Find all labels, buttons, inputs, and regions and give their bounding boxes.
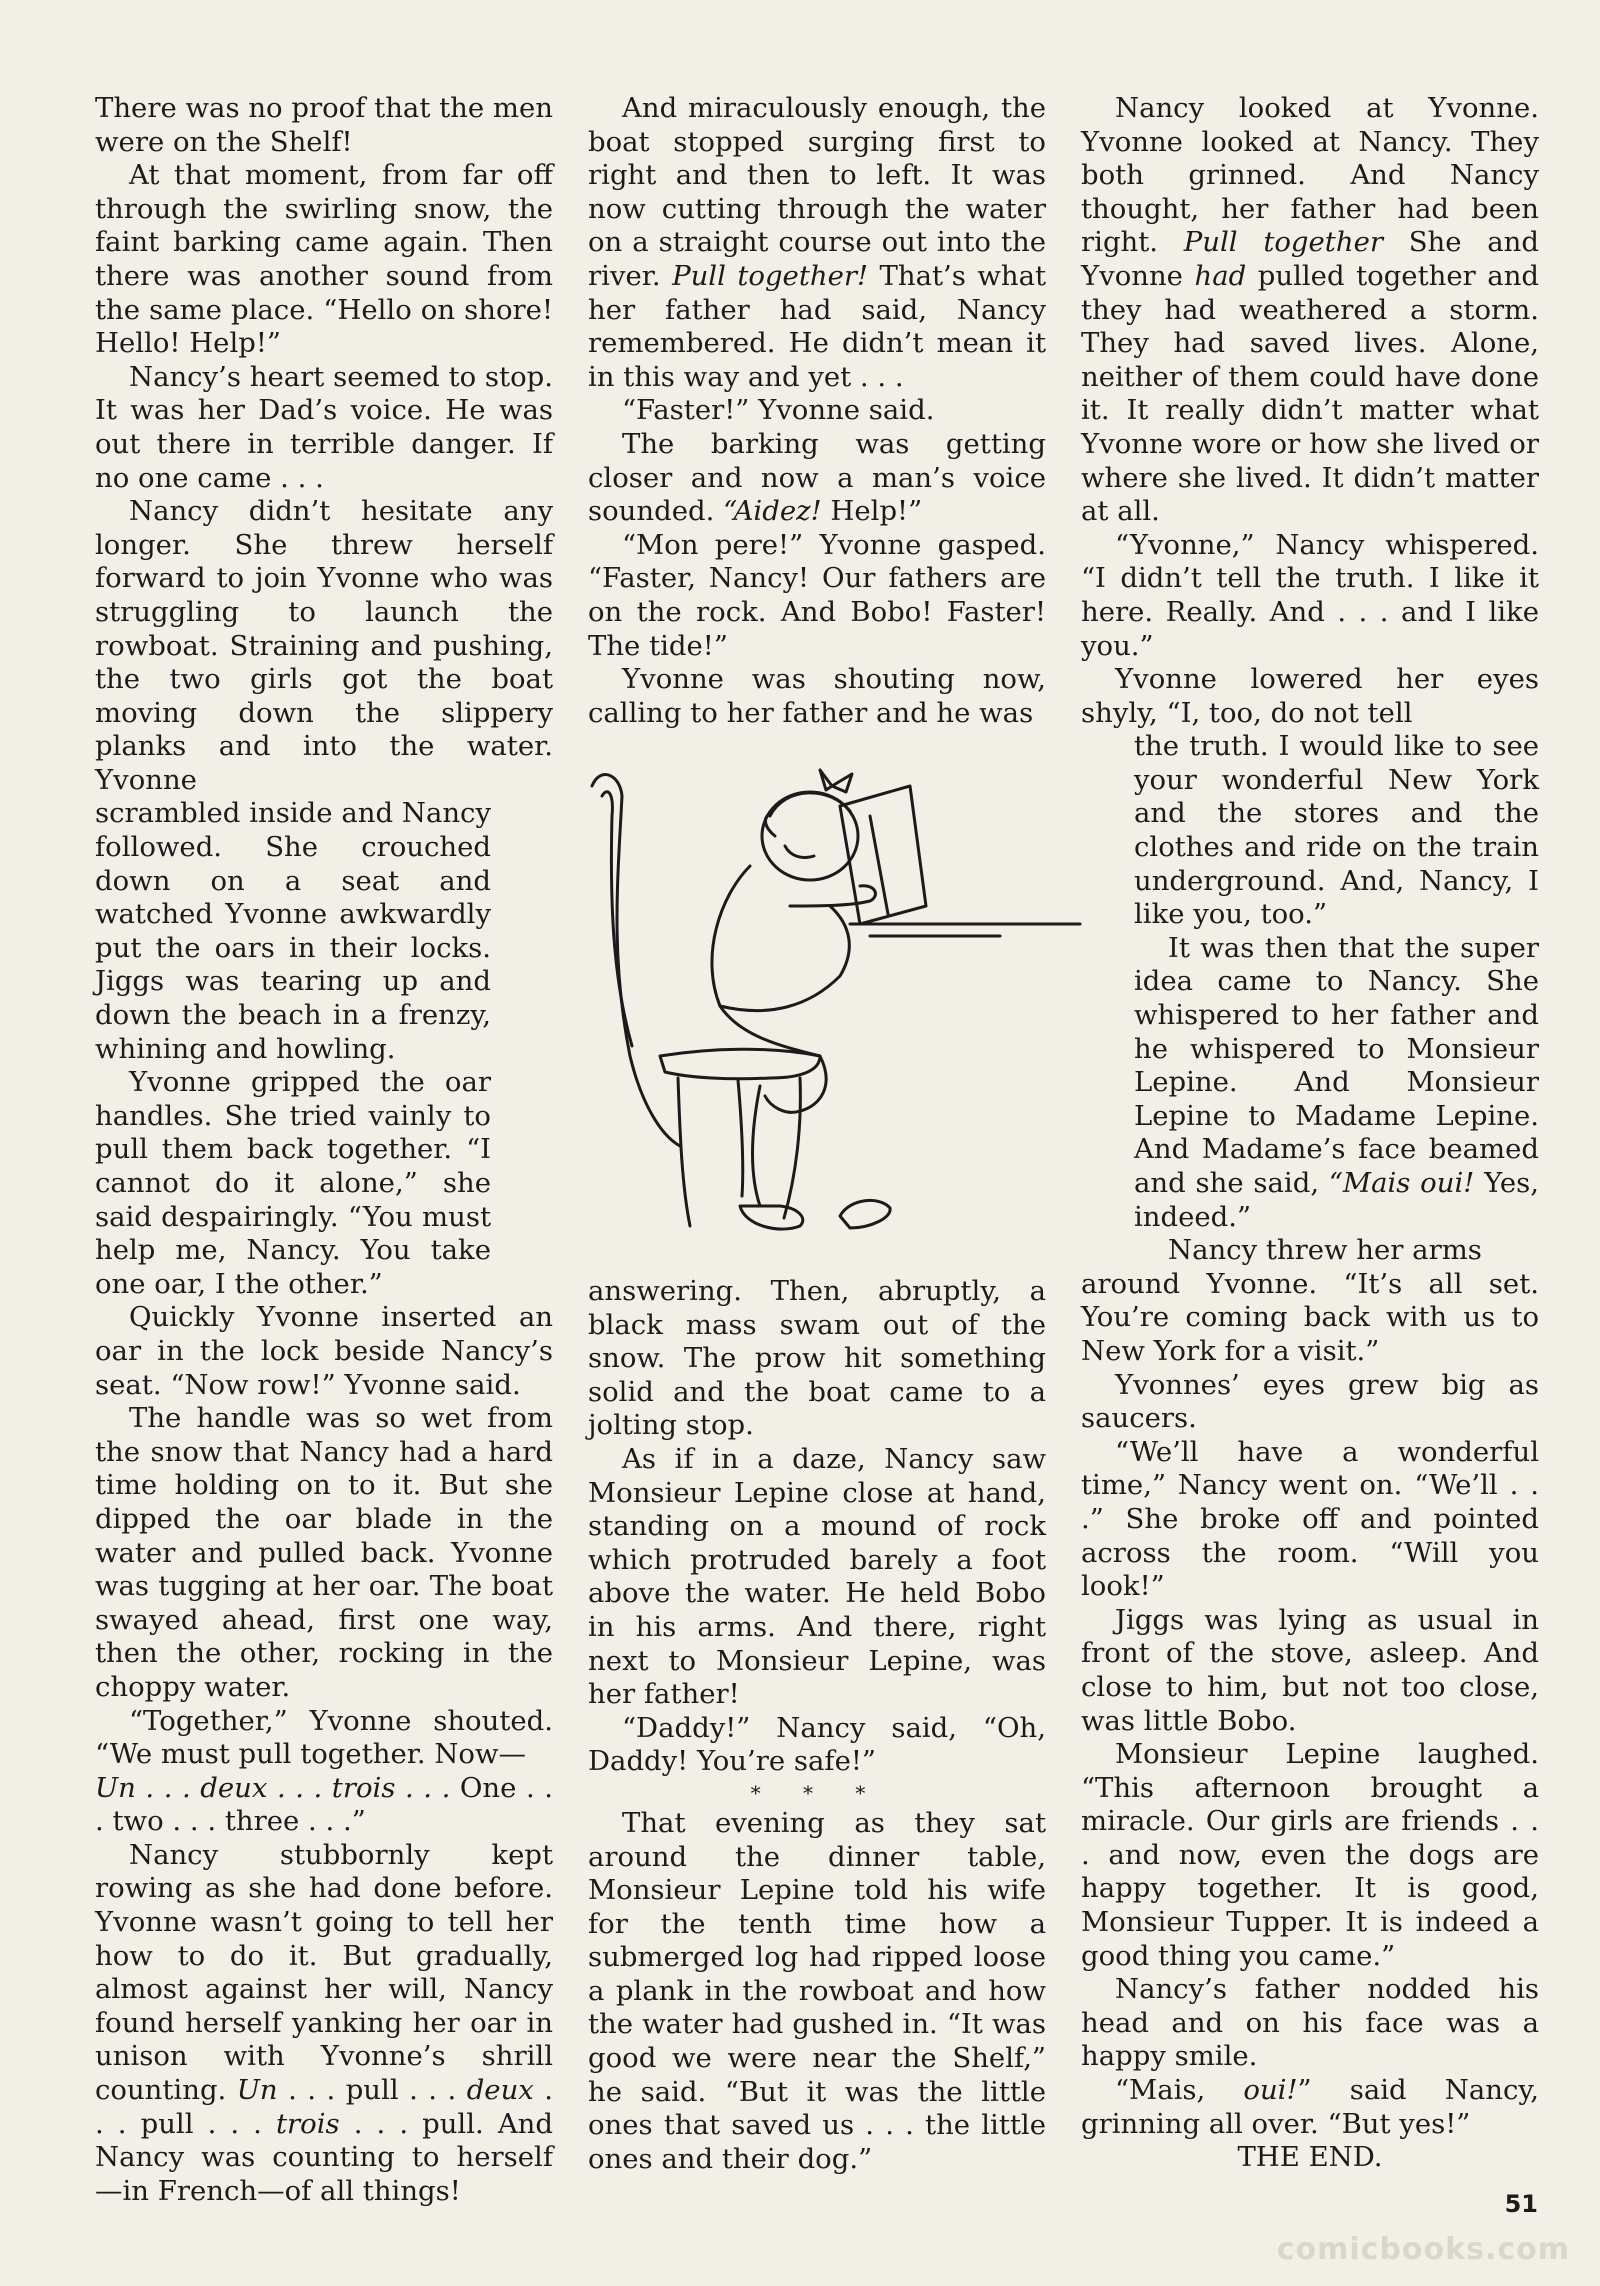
italic-text: “Aidez! (723, 495, 822, 528)
text-run: Yes, indeed.” (1134, 1167, 1539, 1233)
girl-legs (720, 1006, 826, 1112)
text-run: . . . pull . . . (277, 2074, 467, 2107)
paragraph: Nancy didn’t hesitate any longer. She threw herself forward to join Yvonne who was struggling to launch the rowboat. Straining and pushing, the two girls got the boat moving down the slippery planks and into the water. Yvonne (95, 495, 553, 796)
chair-leg (738, 1080, 743, 1196)
text-run: That’s what her father had said, Nancy remembered. He didn’t mean it in this way and yet . . . (588, 259, 1047, 393)
column-2-bottom (588, 1275, 1046, 2176)
paragraph: Nancy’s father nodded his head and on his face was a happy smile. (1081, 1973, 1539, 2073)
girl-shin (753, 1086, 761, 1206)
paragraph: Nancy’s heart seemed to stop. It was her Dad’s voice. He was out there in terrible danger. If no one came . . . (95, 360, 553, 494)
paragraph: That evening as they sat around the dinner table, Monsieur Lepine told his wife for the tenth time how a submerged log had ripped loose a plank in the rowboat and how the water had gushed in. “It was good we were near the Shelf,” he said. “But it was the little ones that saved us . . . the little ones and their dog.” (588, 1806, 1046, 2175)
paragraph: scrambled inside and Nancy followed. She crouched down on a seat and watched Yvonne awkwardly put the oars in their locks. Jiggs was tearing up and down the beach in a frenzy, whining and howling. (95, 797, 491, 1065)
shoe (740, 1206, 803, 1229)
paragraph: Yvonne lowered her eyes shyly, “I, too, do not tell (1081, 663, 1539, 729)
paragraph: “Daddy!” Nancy said, “Oh, Daddy! You’re safe!” (588, 1711, 1046, 1778)
text-run: Help!” (821, 495, 923, 528)
section-break: * * * (750, 1780, 884, 1805)
text-run: One . . . two . . . three . . .” (95, 1771, 553, 1838)
paragraph (95, 1839, 553, 2209)
paragraph: the truth. I would like to see your wonderful New York and the stores and the clothes and ride on the train underground. And, Nancy, I like you, too.” (1134, 730, 1539, 931)
paragraph: Quickly Yvonne inserted an oar in the lock beside Nancy’s seat. “Now row!” Yvonne said. (95, 1301, 553, 1401)
paragraph: At that moment, from far off through the swirling snow, the faint barking came again. Then there was another sound from the same place. “Hello on shore! Hello! Help!” (95, 159, 553, 360)
text-run: . . . pull . . . (95, 2074, 553, 2140)
girl-reading-illustration (570, 756, 1090, 1256)
chair-back (592, 775, 680, 1146)
paragraph: answering. Then, abruptly, a black mass swam out of the snow. The prow hit something solid and the boat came to a jolting stop. (588, 1275, 1046, 1442)
paragraph: Monsieur Lepine laughed. “This afternoon brought a miracle. Our girls are friends . . . and now, even the dogs are happy together. It is good, Monsieur Tupper. It is indeed a good thing you came.” (1081, 1738, 1539, 1972)
watermark: comicbooks.com (1276, 2232, 1570, 2267)
chair-seat (660, 1049, 820, 1079)
text-run: The barking was getting closer and now a man’s voice sounded. (588, 427, 1046, 528)
paragraph: Jiggs was lying as usual in front of the stove, asleep. And close to him, but not too close, was little Bobo. (1081, 1603, 1539, 1737)
paragraph (588, 428, 1046, 529)
text-run: Nancy stubbornly kept rowing as she had done before. Yvonne wasn’t going to tell her how to do it. But gradually, almost against her will, Nancy found herself yanking her oar in unison with Yvonne’s shrill counting. (95, 1838, 553, 2107)
wrapped-text-block (1134, 730, 1539, 1268)
text-run: And miraculously enough, the boat stopped surging first to right and then to left. It was now cutting through the water on a straight course out into the river. (588, 92, 1046, 292)
paragraph: “Yvonne,” Nancy whispered. “I didn’t tell the truth. I like it here. Really. And . . . and I like you.” (1081, 528, 1539, 662)
text-run: Nancy looked at Yvonne. Yvonne looked at Nancy. They both grinned. And Nancy thought, her father had been right. (1081, 92, 1539, 259)
text-run: pulled together and they had weathered a storm. They had saved lives. Alone, neither of them could have done it. It really didn’t matter what Yvonne wore or how she lived or where she lived. It didn’t matter at all. (1081, 259, 1540, 528)
text-run: It was then that the super idea came to Nancy. She whispered to her father and he whispered to Monsieur Lepine. And Monsieur Lepine to Madame Lepine. And Madame’s face beamed and she said, (1134, 931, 1539, 1199)
text-run: “Together,” Yvonne shouted. “We must pull together. Now— (95, 1704, 553, 1771)
paragraph: “Faster!” Yvonne said. (622, 394, 935, 427)
column-1 (95, 92, 553, 2208)
italic-text: Pull together (1183, 226, 1383, 259)
paragraph: The handle was so wet from the snow that Nancy had a hard time holding on to it. But she dipped the oar blade in the water and pulled back. Yvonne was tugging at her oar. The boat swayed ahead, first one way, then the other, rocking in the choppy water. (95, 1402, 553, 1703)
paragraph: Yvonne gripped the oar handles. She tried vainly to pull them back together. “I cannot do it alone,” she said despairingly. “You must help me, Nancy. You take one oar, I the other.” (95, 1066, 491, 1300)
italic-text: Pull together! (672, 259, 869, 292)
italic-text: Un (236, 2074, 278, 2107)
chair-leg (678, 1078, 690, 1226)
paragraph (95, 1705, 553, 1839)
text-run: She and Yvonne (1081, 226, 1539, 292)
paragraph: As if in a daze, Nancy saw Monsieur Lepine close at hand, standing on a mound of rock which protruded barely a foot above the water. He held Bobo in his arms. And there, right next to Monsieur Lepine, was her father! (588, 1442, 1046, 1711)
hair-ribbon (820, 770, 852, 792)
paragraph: “Mon pere!” Yvonne gasped. “Faster, Nancy! Our fathers are on the rock. And Bobo! Faster! The tide!” (588, 528, 1046, 662)
column-2-top (588, 92, 1046, 730)
text-run: ” said Nancy, grinning all over. “But yes!” (1081, 2074, 1539, 2140)
column-3 (1081, 92, 1539, 2175)
italic-text: “Mais oui! (1328, 1167, 1475, 1199)
column-2 (588, 92, 1047, 2175)
paragraph: around Yvonne. “It’s all set. You’re coming back with us to New York for a visit.” (1081, 1267, 1539, 1367)
text-run: . . . pull. And Nancy was counting to herself —in French—of all things! (95, 2107, 554, 2207)
italic-text: had (1194, 259, 1247, 292)
text-run: “Mais, (1115, 2074, 1244, 2107)
paragraph: There was no proof that the men were on the Shelf! (95, 92, 553, 158)
italic-text: trois (275, 2107, 340, 2140)
italic-text: Un . . . deux . . . trois . . . (95, 1771, 451, 1804)
the-end-label: THE END. (1237, 2141, 1383, 2174)
chair-leg (784, 1078, 800, 1218)
italic-text: oui! (1243, 2074, 1298, 2107)
paragraph (1134, 932, 1539, 1234)
paragraph (588, 92, 1046, 394)
paragraph (1081, 2074, 1539, 2141)
paragraph: Yvonne was shouting now, calling to her father and he was (588, 663, 1046, 729)
girl-arm (790, 886, 875, 906)
kicked-off-shoe (840, 1200, 890, 1228)
paragraph: Nancy threw her arms (1168, 1234, 1482, 1267)
paragraph (1081, 92, 1539, 529)
page-number: 51 (1504, 2190, 1538, 2218)
girl-torso (712, 866, 849, 1011)
paragraph: “We’ll have a wonderful time,” Nancy went on. “We’ll . . .” She broke off and pointed across the room. “Will you look!” (1081, 1435, 1539, 1603)
wrapped-text-block (95, 797, 553, 1301)
paragraph: Yvonnes’ eyes grew big as saucers. (1081, 1368, 1539, 1435)
italic-text: deux (466, 2074, 534, 2107)
